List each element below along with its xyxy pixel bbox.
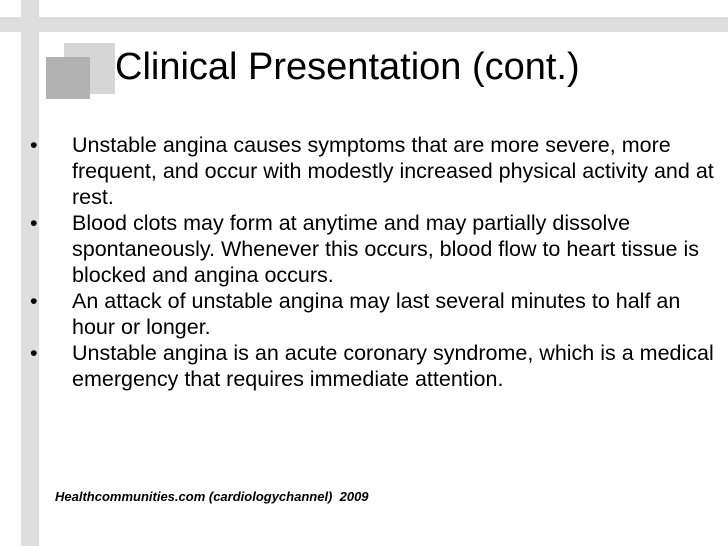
bullet-item (30, 288, 720, 340)
bullet-marker: • (30, 211, 38, 235)
bullet-marker: • (30, 133, 38, 157)
bullet-text: An attack of unstable angina may last several minutes to half an hour or longer. (72, 289, 681, 339)
bullet-text: Unstable angina is an acute coronary syndrome, which is a medical emergency that requires immediate attention. (72, 341, 714, 391)
decorative-square-dark (46, 57, 90, 99)
slide-title: Clinical Presentation (cont.) (115, 46, 580, 88)
bullet-marker: • (30, 289, 38, 313)
bullet-marker: • (30, 341, 38, 365)
bullet-item (30, 132, 720, 210)
decorative-horizontal-bar (0, 17, 728, 32)
bullet-list (30, 132, 720, 392)
bullet-item (30, 210, 720, 288)
bullet-item (30, 340, 720, 392)
source-citation: Healthcommunities.com (cardiologychannel) 2009 (55, 489, 369, 504)
bullet-text: Blood clots may form at anytime and may partially dissolve spontaneously. Whenever this occurs, blood flow to heart tissue is blocked and angina occurs. (72, 211, 700, 287)
bullet-text: Unstable angina causes symptoms that are more severe, more frequent, and occur with modestly increased physical activity and at rest. (72, 133, 714, 209)
